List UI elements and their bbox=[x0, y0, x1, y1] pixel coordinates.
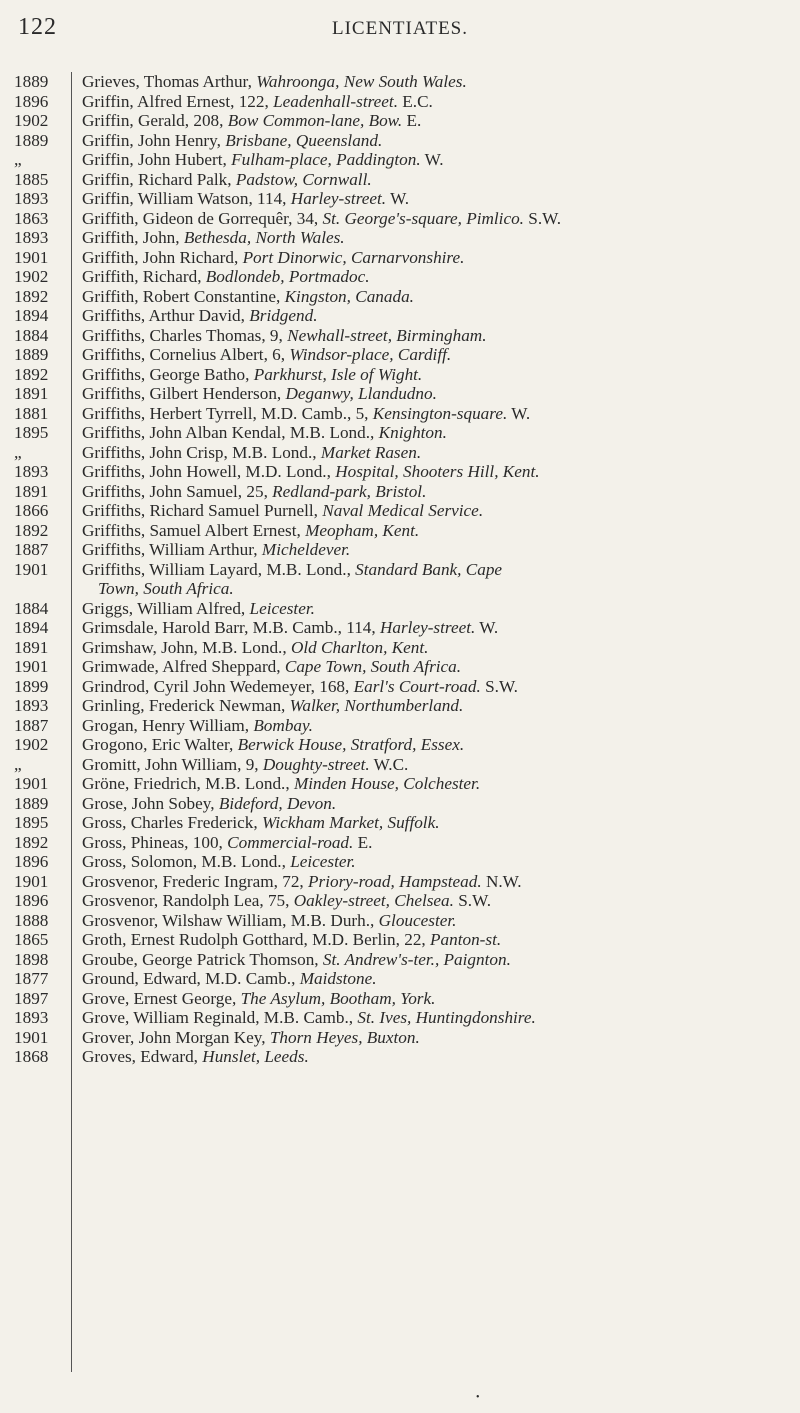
entry-place: Knighton. bbox=[378, 423, 447, 442]
entry-name: Gross, Charles Frederick, bbox=[82, 813, 258, 832]
running-head: LICENTIATES. bbox=[331, 18, 468, 39]
entry-year: 1901 bbox=[14, 247, 49, 267]
entry-text bbox=[72, 92, 792, 112]
entry-name: Ground, Edward, M.D. Camb., bbox=[82, 969, 296, 988]
entry-row bbox=[14, 248, 790, 268]
entry-row bbox=[14, 872, 790, 892]
entry-row bbox=[14, 170, 790, 190]
entry-row bbox=[14, 599, 790, 619]
entry-name: Griffiths, Herbert Tyrrell, M.D. Camb., 5, bbox=[82, 403, 369, 423]
entry-year: 1891 bbox=[14, 637, 49, 657]
entry-text bbox=[72, 365, 792, 385]
entry-place: Earl's Court-road. bbox=[353, 676, 481, 696]
entry-text bbox=[72, 267, 792, 287]
entry-name: Grimshaw, John, M.B. Lond., bbox=[82, 637, 287, 657]
entry-year: 1889 bbox=[14, 793, 49, 813]
entry-row bbox=[14, 111, 790, 131]
entry-place: Port Dinorwic, Carnarvonshire. bbox=[242, 247, 465, 267]
entry-name: Griffiths, John Crisp, M.B. Lond., bbox=[82, 442, 317, 462]
entry-text bbox=[72, 287, 792, 307]
entry-year: 1889 bbox=[14, 72, 49, 91]
entry-place: The Asylum, Bootham, York. bbox=[240, 988, 436, 1008]
entry-row bbox=[14, 423, 790, 443]
entry-row bbox=[14, 755, 790, 775]
entry-text bbox=[72, 579, 800, 599]
entry-row bbox=[14, 560, 790, 580]
entry-place: Windsor-place, Cardiff. bbox=[289, 345, 452, 364]
entry-row bbox=[14, 150, 790, 170]
entry-row bbox=[14, 657, 790, 677]
entry-year: „ bbox=[14, 754, 22, 774]
entry-row bbox=[14, 482, 790, 502]
entry-text bbox=[72, 326, 792, 346]
entry-place: Bideford, Devon. bbox=[218, 793, 337, 813]
entry-text bbox=[72, 521, 792, 541]
entry-row bbox=[14, 521, 790, 541]
entry-year: 1902 bbox=[14, 111, 49, 130]
entry-text bbox=[72, 911, 792, 931]
entry-name: Griffin, Richard Palk, bbox=[82, 169, 232, 189]
entry-text bbox=[72, 599, 792, 619]
entry-name: Griffin, John Henry, bbox=[82, 130, 221, 150]
entry-row bbox=[14, 501, 790, 521]
entry-row bbox=[14, 306, 790, 326]
entry-place: Thorn Heyes, Buxton. bbox=[269, 1027, 420, 1047]
entry-text bbox=[72, 501, 792, 521]
entry-place: Oakley-street, Chelsea. bbox=[293, 891, 454, 910]
entry-postal-district: S.W. bbox=[485, 676, 518, 696]
entry-place: Micheldever. bbox=[261, 540, 351, 559]
entry-row bbox=[14, 267, 790, 287]
entry-row bbox=[14, 989, 790, 1009]
entry-postal-district: W. bbox=[511, 403, 531, 423]
entry-place: Deganwy, Llandudno. bbox=[285, 384, 437, 403]
entry-place: Redland-park, Bristol. bbox=[272, 481, 427, 501]
entry-place: Hunslet, Leeds. bbox=[202, 1047, 309, 1066]
entry-year: 1893 bbox=[14, 189, 49, 208]
entry-text bbox=[72, 1028, 792, 1048]
entry-row bbox=[14, 209, 790, 229]
entry-name: Groves, Edward, bbox=[82, 1047, 198, 1066]
entry-row bbox=[14, 1028, 790, 1048]
entry-row bbox=[14, 969, 790, 989]
entry-postal-district: E. bbox=[406, 111, 422, 130]
entry-row bbox=[14, 930, 790, 950]
entry-text bbox=[72, 677, 792, 697]
entry-postal-district: W. bbox=[390, 189, 410, 208]
entry-name: Groth, Ernest Rudolph Gotthard, M.D. Berlin, 22, bbox=[82, 930, 426, 949]
entry-place: Bow Common-lane, Bow. bbox=[227, 111, 403, 130]
entry-row bbox=[14, 638, 790, 658]
entry-name: Griffith, Robert Constantine, bbox=[82, 286, 281, 306]
entry-year: 1893 bbox=[14, 462, 49, 481]
entry-text bbox=[72, 696, 792, 716]
entry-year: 1892 bbox=[14, 364, 49, 384]
entry-postal-district: S.W. bbox=[458, 891, 492, 910]
entry-name: Griffith, John, bbox=[82, 228, 180, 247]
entry-name: Griffith, Gideon de Gorrequêr, 34, bbox=[82, 208, 319, 228]
entry-text bbox=[72, 891, 792, 911]
entry-text bbox=[72, 735, 792, 755]
entry-name: Griffin, William Watson, 114, bbox=[82, 189, 287, 208]
entry-row bbox=[14, 345, 790, 365]
entry-year: 1898 bbox=[14, 949, 49, 969]
entry-name: Gröne, Friedrich, M.B. Lond., bbox=[82, 774, 290, 793]
entry-row bbox=[14, 852, 790, 872]
entry-text bbox=[72, 833, 792, 853]
entry-row bbox=[14, 540, 790, 560]
entry-year: 1901 bbox=[14, 1027, 49, 1047]
entry-text bbox=[72, 989, 792, 1009]
entry-place: Naval Medical Service. bbox=[322, 501, 484, 520]
entry-year: 1884 bbox=[14, 598, 49, 618]
entry-year: 1901 bbox=[14, 559, 49, 579]
entry-text bbox=[72, 462, 792, 482]
entry-year: 1868 bbox=[14, 1047, 49, 1066]
entry-place: Wickham Market, Suffolk. bbox=[261, 813, 440, 832]
entry-year: 1896 bbox=[14, 91, 49, 111]
entry-year: 1902 bbox=[14, 267, 49, 286]
entry-row bbox=[14, 1008, 790, 1028]
entry-place: Berwick House, Stratford, Essex. bbox=[237, 735, 465, 754]
entry-row bbox=[14, 618, 790, 638]
entry-year: 1887 bbox=[14, 715, 49, 735]
entry-row bbox=[14, 404, 790, 424]
entry-place: Harley-street. bbox=[379, 618, 476, 637]
entry-year: „ bbox=[14, 150, 22, 169]
entry-row bbox=[14, 579, 790, 599]
entry-text bbox=[72, 189, 792, 209]
entry-row bbox=[14, 326, 790, 346]
entry-year: „ bbox=[14, 442, 22, 462]
entry-place: Minden House, Colchester. bbox=[293, 774, 481, 793]
entry-text bbox=[72, 755, 792, 775]
entry-name: Grogono, Eric Walter, bbox=[82, 735, 234, 754]
entry-postal-district: E. bbox=[357, 832, 373, 852]
entry-row bbox=[14, 228, 790, 248]
entry-year: 1889 bbox=[14, 130, 49, 150]
entry-name: Gromitt, John William, 9, bbox=[82, 754, 259, 774]
entry-text bbox=[72, 969, 792, 989]
entry-row bbox=[14, 794, 790, 814]
entry-name: Grimsdale, Harold Barr, M.B. Camb., 114, bbox=[82, 618, 376, 637]
entry-year: 1895 bbox=[14, 423, 49, 442]
entry-place: Maidstone. bbox=[299, 969, 377, 988]
entry-name: Grove, Ernest George, bbox=[82, 988, 237, 1008]
entry-postal-district: W.C. bbox=[373, 754, 409, 774]
entry-year: 1902 bbox=[14, 735, 49, 754]
entry-year: 1894 bbox=[14, 618, 49, 637]
entry-place: Wahroonga, New South Wales. bbox=[256, 72, 467, 91]
entry-row bbox=[14, 833, 790, 853]
entry-row bbox=[14, 384, 790, 404]
entry-place: Panton-st. bbox=[430, 930, 502, 949]
entry-text bbox=[72, 384, 792, 404]
entry-name: Griffin, Alfred Ernest, 122, bbox=[82, 91, 269, 111]
entry-place: Kensington-square. bbox=[372, 403, 508, 423]
entry-postal-district: S.W. bbox=[528, 208, 562, 228]
entry-row bbox=[14, 774, 790, 794]
entry-row bbox=[14, 716, 790, 736]
entry-place: Newhall-street, Birmingham. bbox=[287, 325, 487, 345]
entry-text bbox=[72, 638, 792, 658]
entry-name: Griffiths, Cornelius Albert, 6, bbox=[82, 345, 286, 364]
entry-text bbox=[72, 170, 792, 190]
entry-name: Grogan, Henry William, bbox=[82, 715, 250, 735]
entry-place: Hospital, Shooters Hill, Kent. bbox=[335, 462, 540, 481]
entry-text bbox=[72, 72, 792, 92]
entry-place: St. Ives, Huntingdonshire. bbox=[357, 1008, 536, 1027]
entry-year: 1891 bbox=[14, 384, 49, 403]
entry-year: 1897 bbox=[14, 988, 49, 1008]
entry-place: Priory-road, Hampstead. bbox=[308, 871, 482, 891]
entry-place: Padstow, Cornwall. bbox=[235, 169, 372, 189]
entry-name: Grose, John Sobey, bbox=[82, 793, 215, 813]
entry-year: 1866 bbox=[14, 501, 49, 520]
entry-year: 1893 bbox=[14, 228, 49, 247]
entry-postal-district: E.C. bbox=[402, 91, 433, 111]
entry-place: Bethesda, North Wales. bbox=[183, 228, 345, 247]
page-number: 122 bbox=[18, 14, 57, 40]
entry-year: 1863 bbox=[14, 208, 49, 228]
licentiates-list bbox=[14, 72, 790, 1067]
entry-place: Leicester. bbox=[249, 598, 315, 618]
footer-mark: • bbox=[476, 1392, 480, 1403]
entry-place: Town, South Africa. bbox=[98, 579, 234, 598]
entry-text bbox=[72, 131, 792, 151]
entry-row bbox=[14, 443, 790, 463]
entry-text bbox=[72, 794, 792, 814]
entry-name: Grindrod, Cyril John Wedemeyer, 168, bbox=[82, 676, 350, 696]
entry-name: Grosvenor, Frederic Ingram, 72, bbox=[82, 871, 304, 891]
entry-name: Griffiths, William Arthur, bbox=[82, 540, 258, 559]
entry-row bbox=[14, 950, 790, 970]
entry-place: St. George's-square, Pimlico. bbox=[322, 208, 524, 228]
entry-year: 1891 bbox=[14, 481, 49, 501]
entry-text bbox=[72, 560, 792, 580]
entry-text bbox=[72, 618, 792, 638]
entry-row bbox=[14, 72, 790, 92]
entry-text bbox=[72, 150, 792, 170]
entry-place: Standard Bank, Cape bbox=[355, 559, 503, 579]
entry-place: Doughty-street. bbox=[262, 754, 370, 774]
entry-name: Grieves, Thomas Arthur, bbox=[82, 72, 252, 91]
entry-year: 1877 bbox=[14, 969, 49, 988]
entry-row bbox=[14, 462, 790, 482]
entry-text bbox=[72, 657, 792, 677]
entry-year: 1896 bbox=[14, 891, 49, 910]
entry-name: Griffiths, Gilbert Henderson, bbox=[82, 384, 282, 403]
entry-name: Griffiths, John Samuel, 25, bbox=[82, 481, 268, 501]
entry-postal-district: N.W. bbox=[485, 871, 522, 891]
entry-year: 1887 bbox=[14, 540, 49, 559]
entry-year: 1865 bbox=[14, 930, 49, 949]
entry-row bbox=[14, 131, 790, 151]
entry-text bbox=[72, 306, 792, 326]
entry-year: 1899 bbox=[14, 676, 49, 696]
entry-row bbox=[14, 696, 790, 716]
entry-text bbox=[72, 872, 792, 892]
entry-postal-district: W. bbox=[479, 618, 499, 637]
entry-name: Griffiths, Charles Thomas, 9, bbox=[82, 325, 283, 345]
entry-row bbox=[14, 365, 790, 385]
entry-text bbox=[72, 482, 792, 502]
entry-name: Griffith, Richard, bbox=[82, 267, 202, 286]
entry-place: Commercial-road. bbox=[227, 832, 354, 852]
entry-place: Bridgend. bbox=[249, 306, 318, 325]
entry-year: 1889 bbox=[14, 345, 49, 364]
entry-place: Fulham-place, Paddington. bbox=[231, 150, 421, 169]
entry-row bbox=[14, 911, 790, 931]
entry-text bbox=[72, 813, 792, 833]
entry-place: Old Charlton, Kent. bbox=[290, 637, 429, 657]
entry-place: Gloucester. bbox=[378, 910, 457, 930]
entry-row bbox=[14, 189, 790, 209]
entry-place: St. Andrew's-ter., Paignton. bbox=[322, 949, 511, 969]
entry-place: Parkhurst, Isle of Wight. bbox=[253, 364, 423, 384]
entry-name: Griffiths, John Howell, M.D. Lond., bbox=[82, 462, 331, 481]
entry-name: Gross, Phineas, 100, bbox=[82, 832, 223, 852]
entry-name: Groube, George Patrick Thomson, bbox=[82, 949, 319, 969]
entry-year: 1885 bbox=[14, 169, 49, 189]
entry-name: Grimwade, Alfred Sheppard, bbox=[82, 657, 281, 676]
entry-name: Grosvenor, Randolph Lea, 75, bbox=[82, 891, 290, 910]
entry-row bbox=[14, 92, 790, 112]
entry-place: Bombay. bbox=[253, 715, 313, 735]
entry-row bbox=[14, 287, 790, 307]
entry-name: Griffin, Gerald, 208, bbox=[82, 111, 224, 130]
entry-text bbox=[72, 930, 792, 950]
entry-name: Grove, William Reginald, M.B. Camb., bbox=[82, 1008, 354, 1027]
entry-name: Grosvenor, Wilshaw William, M.B. Durh., bbox=[82, 910, 375, 930]
entry-name: Griffith, John Richard, bbox=[82, 247, 239, 267]
entry-text bbox=[72, 950, 792, 970]
entry-year: 1892 bbox=[14, 520, 49, 540]
entry-place: Meopham, Kent. bbox=[305, 520, 420, 540]
entry-name: Grover, John Morgan Key, bbox=[82, 1027, 266, 1047]
entry-place: Cape Town, South Africa. bbox=[284, 657, 462, 676]
entry-name: Griffiths, George Batho, bbox=[82, 364, 250, 384]
entry-text bbox=[72, 540, 792, 560]
entry-place: Brisbane, Queensland. bbox=[225, 130, 383, 150]
entry-year: 1892 bbox=[14, 832, 49, 852]
entry-place: Leicester. bbox=[290, 852, 356, 871]
entry-year: 1896 bbox=[14, 852, 49, 871]
entry-postal-district: W. bbox=[424, 150, 444, 169]
entry-year: 1901 bbox=[14, 871, 49, 891]
entry-place: Leadenhall-street. bbox=[273, 91, 398, 111]
entry-name: Griffiths, William Layard, M.B. Lond., bbox=[82, 559, 351, 579]
entry-text bbox=[72, 345, 792, 365]
entry-name: Griffiths, Richard Samuel Purnell, bbox=[82, 501, 318, 520]
entry-text bbox=[72, 209, 792, 229]
entry-place: Bodlondeb, Portmadoc. bbox=[205, 267, 370, 286]
entry-year: 1894 bbox=[14, 306, 49, 325]
entry-name: Griffiths, John Alban Kendal, M.B. Lond., bbox=[82, 423, 375, 442]
entry-name: Griffiths, Samuel Albert Ernest, bbox=[82, 520, 301, 540]
entry-name: Grinling, Frederick Newman, bbox=[82, 696, 286, 715]
entry-place: Walker, Northumberland. bbox=[289, 696, 464, 715]
entry-year: 1893 bbox=[14, 1008, 49, 1027]
entry-year: 1901 bbox=[14, 774, 49, 793]
entry-place: Kingston, Canada. bbox=[284, 286, 414, 306]
entry-year: 1888 bbox=[14, 910, 49, 930]
entry-text bbox=[72, 716, 792, 736]
entry-row bbox=[14, 735, 790, 755]
entry-row bbox=[14, 1047, 790, 1067]
entry-name: Griffin, John Hubert, bbox=[82, 150, 227, 169]
entry-row bbox=[14, 677, 790, 697]
entry-text bbox=[72, 248, 792, 268]
entry-text bbox=[72, 404, 792, 424]
entry-year: 1884 bbox=[14, 325, 49, 345]
entry-place: Harley-street. bbox=[290, 189, 387, 208]
entry-text bbox=[72, 228, 792, 248]
entry-row bbox=[14, 891, 790, 911]
entry-text bbox=[72, 423, 792, 443]
entry-year: 1892 bbox=[14, 286, 49, 306]
entry-name: Gross, Solomon, M.B. Lond., bbox=[82, 852, 286, 871]
entry-name: Griffiths, Arthur David, bbox=[82, 306, 245, 325]
entry-year bbox=[14, 579, 72, 599]
entry-text bbox=[72, 774, 792, 794]
entry-text bbox=[72, 852, 792, 872]
entry-year: 1893 bbox=[14, 696, 49, 715]
entry-place: Market Rasen. bbox=[320, 442, 422, 462]
entry-year: 1901 bbox=[14, 657, 49, 676]
entry-name: Griggs, William Alfred, bbox=[82, 598, 246, 618]
entry-row bbox=[14, 813, 790, 833]
entry-year: 1881 bbox=[14, 403, 49, 423]
entry-text bbox=[72, 443, 792, 463]
entry-text bbox=[72, 1047, 792, 1067]
entry-year: 1895 bbox=[14, 813, 49, 832]
entry-text bbox=[72, 111, 792, 131]
entry-text bbox=[72, 1008, 792, 1028]
